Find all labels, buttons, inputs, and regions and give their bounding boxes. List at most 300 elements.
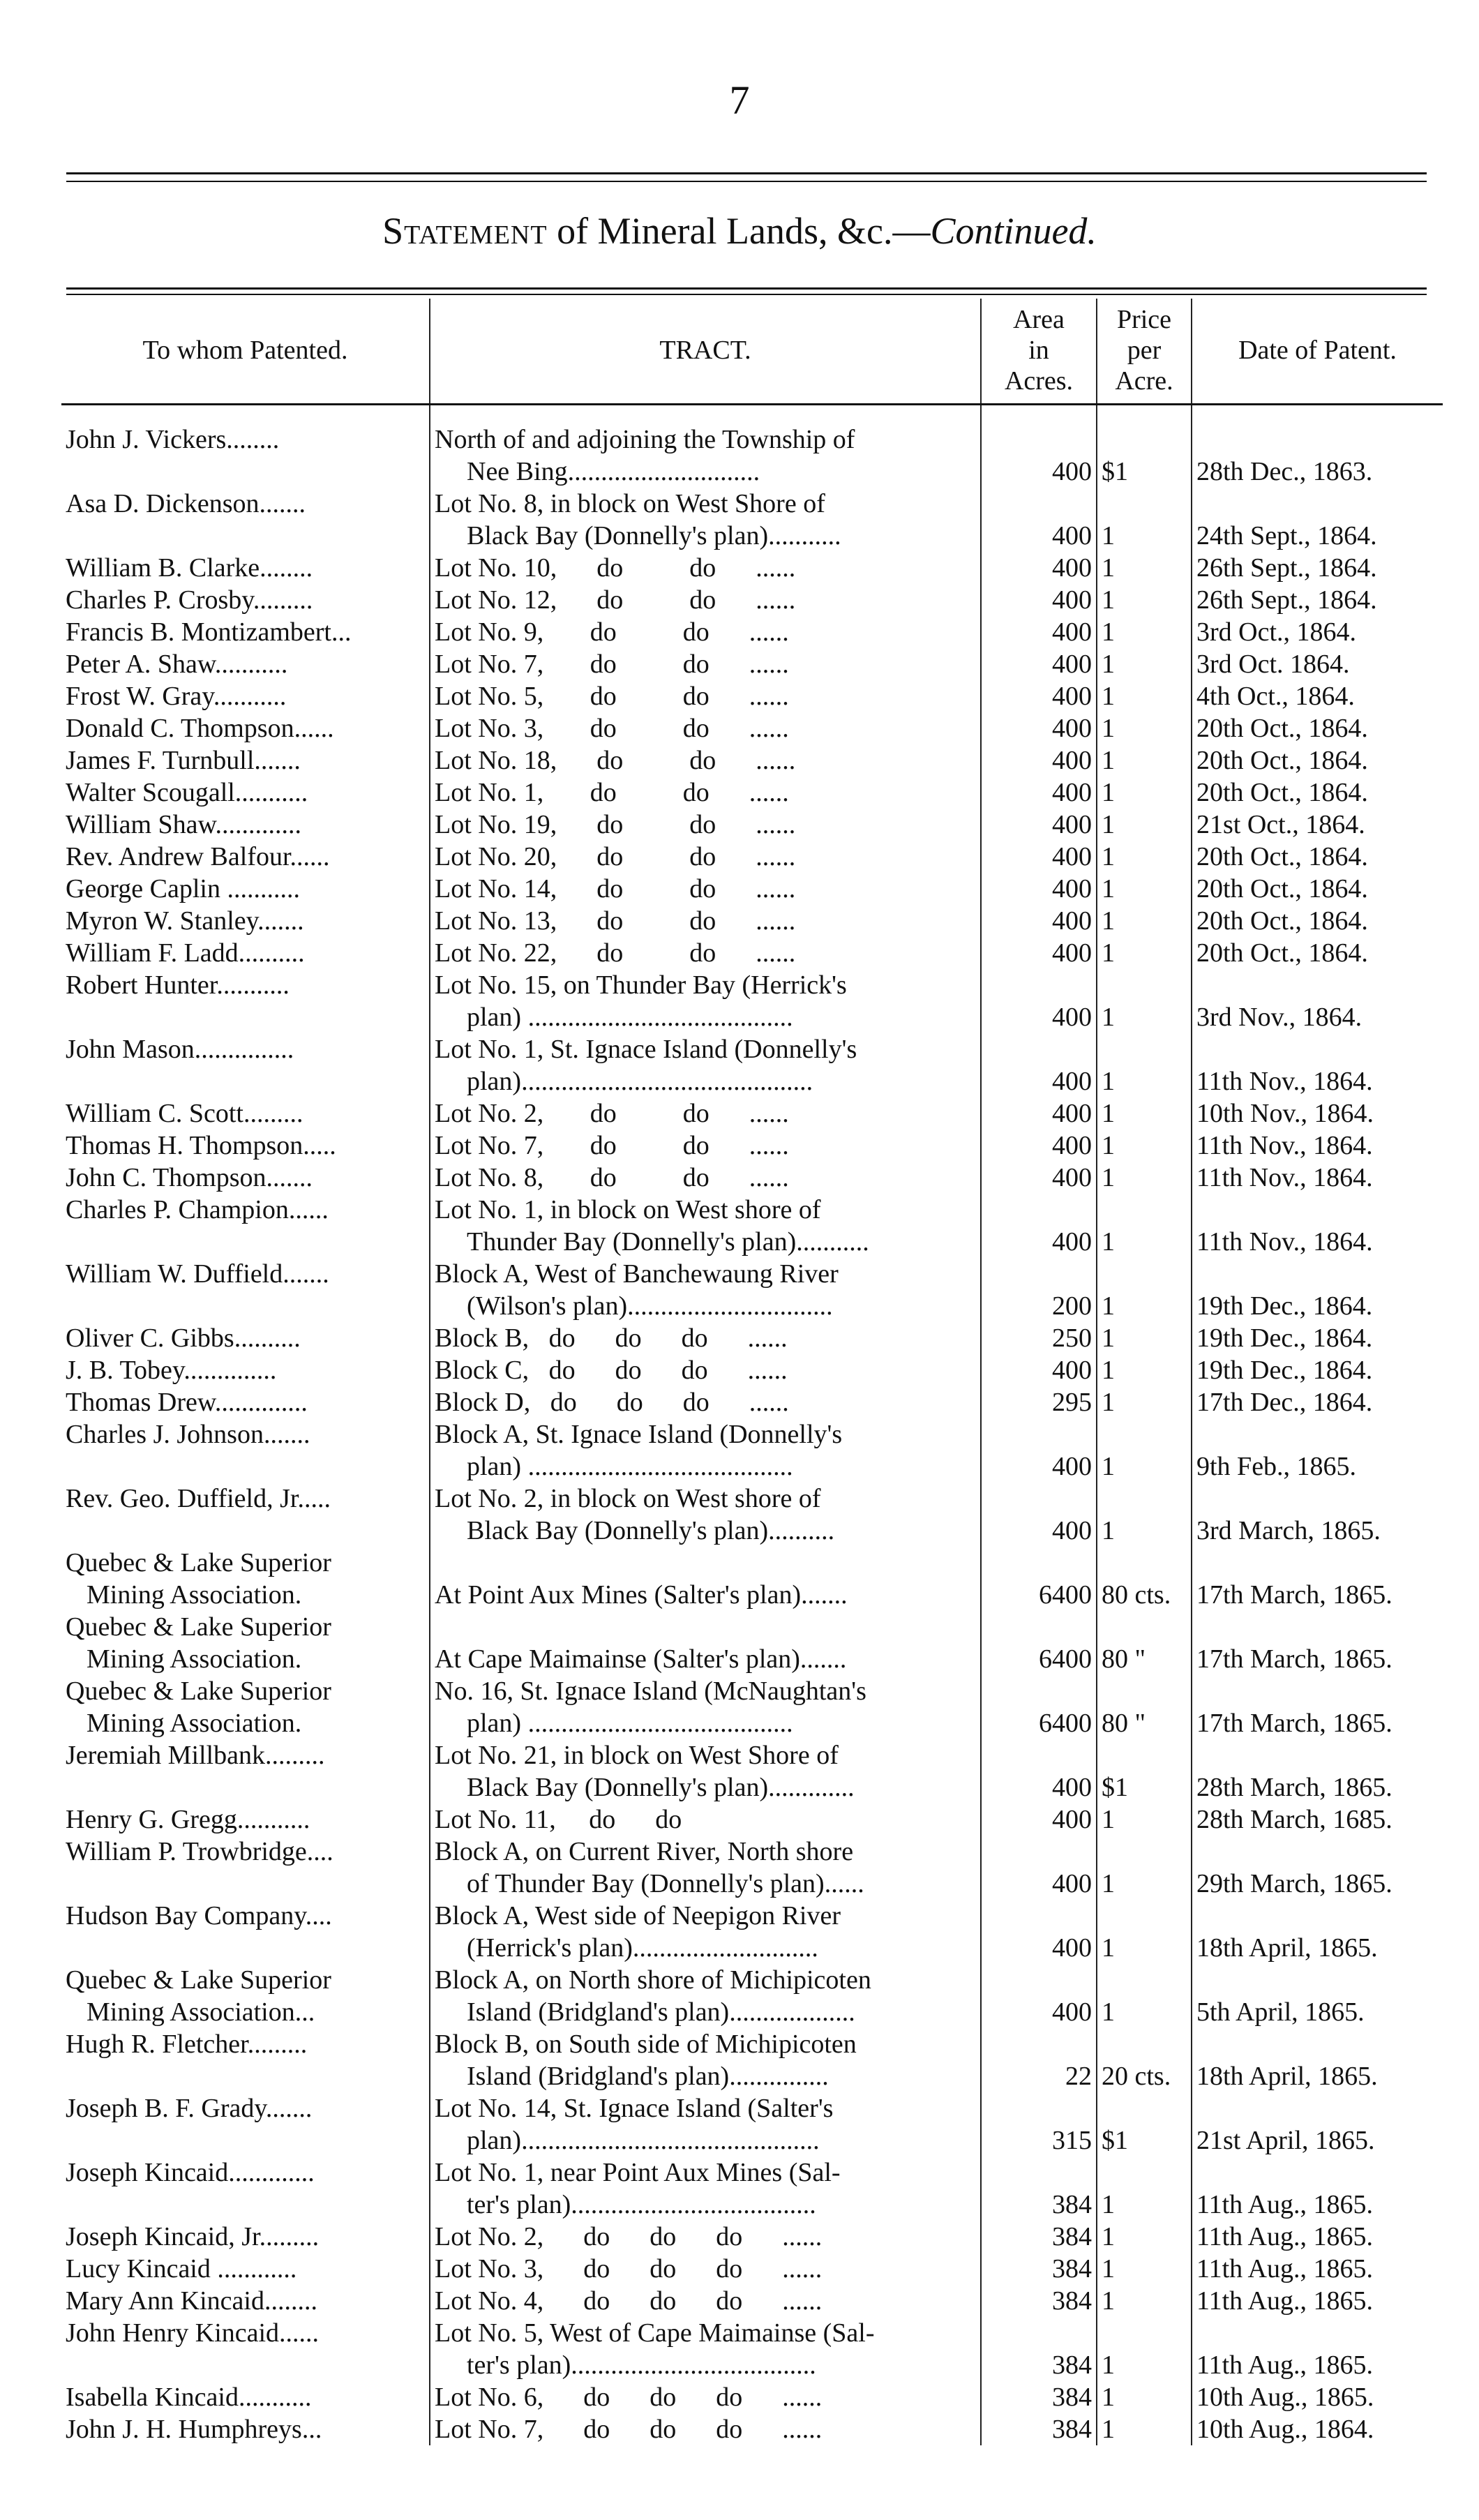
tract-description <box>430 2221 981 2253</box>
area-acres: 250 <box>981 1322 1097 1354</box>
patentee-name-line: Charles P. Champion...... <box>66 1195 329 1224</box>
header-price-line: Price <box>1116 305 1172 335</box>
tract-description <box>430 777 981 809</box>
area-acres: 400 <box>981 777 1097 809</box>
date-of-patent: 17th March, 1865. <box>1192 1675 1443 1739</box>
table-row <box>61 1739 1443 1803</box>
tract-line: plan) ........................................ <box>467 1452 793 1481</box>
patentee-name-line: James F. Turnbull....... <box>66 746 301 775</box>
price-per-acre: 1 <box>1097 616 1192 648</box>
area-acres: 400 <box>981 552 1097 584</box>
price-per-acre: 1 <box>1097 777 1192 809</box>
table-row <box>61 2092 1443 2157</box>
table-row <box>61 648 1443 680</box>
table-row <box>61 1258 1443 1322</box>
tract-line: Black Bay (Donnelly's plan)........... <box>467 521 841 550</box>
patentee-name-line: Mining Association. <box>87 1580 302 1610</box>
patentee-name <box>61 584 430 616</box>
area-acres: 6400 <box>981 1611 1097 1675</box>
patentee-name <box>61 616 430 648</box>
date-of-patent: 3rd March, 1865. <box>1192 1483 1443 1547</box>
table-row <box>61 2285 1443 2317</box>
date-of-patent: 5th April, 1865. <box>1192 1964 1443 2028</box>
table-row <box>61 1322 1443 1354</box>
date-of-patent: 20th Oct., 1864. <box>1192 744 1443 777</box>
patentee-name-line: Oliver C. Gibbs.......... <box>66 1323 301 1353</box>
patentee-name <box>61 2317 430 2381</box>
tract-line: Lot No. 15, on Thunder Bay (Herrick's <box>435 970 847 1000</box>
tract-description <box>430 2413 981 2445</box>
table-row <box>61 841 1443 873</box>
tract-line: Lot No. 3, do do do ...... <box>435 2254 823 2283</box>
patentee-name <box>61 1900 430 1964</box>
patentee-name <box>61 1386 430 1418</box>
price-per-acre: 1 <box>1097 744 1192 777</box>
area-acres: 6400 <box>981 1547 1097 1611</box>
patentee-name <box>61 1354 430 1386</box>
price-per-acre: 1 <box>1097 1194 1192 1258</box>
tract-description <box>430 809 981 841</box>
patentee-name-line: Frost W. Gray........... <box>66 682 287 711</box>
table-row <box>61 1675 1443 1739</box>
tract-description <box>430 1418 981 1483</box>
tract-line: Lot No. 14, do do ...... <box>435 874 796 903</box>
table-row <box>61 2157 1443 2221</box>
tract-line: Thunder Bay (Donnelly's plan)........... <box>467 1227 869 1257</box>
area-acres: 400 <box>981 1739 1097 1803</box>
date-of-patent: 11th Aug., 1865. <box>1192 2253 1443 2285</box>
tract-line: Lot No. 6, do do do ...... <box>435 2383 823 2412</box>
tract-line: Block A, West of Banchewaung River <box>435 1259 839 1289</box>
price-per-acre: 1 <box>1097 841 1192 873</box>
header-date: Date of Patent. <box>1192 299 1443 405</box>
price-per-acre: 1 <box>1097 680 1192 712</box>
area-acres: 384 <box>981 2413 1097 2445</box>
patentee-name <box>61 1130 430 1162</box>
area-acres: 384 <box>981 2253 1097 2285</box>
date-of-patent: 28th March, 1685. <box>1192 1803 1443 1836</box>
patentee-name <box>61 1322 430 1354</box>
date-of-patent: 3rd Nov., 1864. <box>1192 969 1443 1033</box>
patentee-name <box>61 1162 430 1194</box>
patentee-name <box>61 488 430 552</box>
date-of-patent: 11th Nov., 1864. <box>1192 1162 1443 1194</box>
table-row <box>61 1900 1443 1964</box>
header-patentee: To whom Patented. <box>61 299 430 405</box>
area-acres: 315 <box>981 2092 1097 2157</box>
price-per-acre: 80 " <box>1097 1611 1192 1675</box>
patentee-name <box>61 1258 430 1322</box>
tract-description <box>430 1803 981 1836</box>
header-area <box>981 299 1097 405</box>
date-of-patent: 18th April, 1865. <box>1192 2028 1443 2092</box>
patentee-name <box>61 1547 430 1611</box>
price-per-acre: 1 <box>1097 552 1192 584</box>
patentee-name-line: William F. Ladd.......... <box>66 938 305 968</box>
tract-line: Island (Bridgland's plan)............... <box>467 2062 829 2091</box>
tract-description <box>430 1322 981 1354</box>
patentee-name <box>61 712 430 744</box>
price-per-acre: 20 cts. <box>1097 2028 1192 2092</box>
patentee-name <box>61 969 430 1033</box>
price-per-acre: 1 <box>1097 2285 1192 2317</box>
area-acres: 400 <box>981 969 1097 1033</box>
table-row <box>61 2381 1443 2413</box>
tract-description <box>430 2253 981 2285</box>
area-acres: 400 <box>981 1900 1097 1964</box>
patentee-name-line: John Mason............... <box>66 1035 294 1064</box>
tract-line: Lot No. 1, St. Ignace Island (Donnelly's <box>435 1035 857 1064</box>
date-of-patent: 10th Aug., 1864. <box>1192 2413 1443 2445</box>
area-acres: 295 <box>981 1386 1097 1418</box>
area-acres: 400 <box>981 1130 1097 1162</box>
patentee-name <box>61 1611 430 1675</box>
tract-line: plan) ........................................ <box>467 1709 793 1738</box>
tract-line: Block A, St. Ignace Island (Donnelly's <box>435 1420 843 1449</box>
tract-line: (Wilson's plan)............................... <box>467 1291 833 1321</box>
tract-description <box>430 712 981 744</box>
price-per-acre: 1 <box>1097 1803 1192 1836</box>
area-acres: 400 <box>981 1162 1097 1194</box>
table-row <box>61 680 1443 712</box>
tract-description <box>430 648 981 680</box>
price-per-acre: 1 <box>1097 1483 1192 1547</box>
patentee-name <box>61 937 430 969</box>
patentee-name-line: J. B. Tobey.............. <box>66 1356 277 1385</box>
tract-description <box>430 969 981 1033</box>
tract-description <box>430 1547 981 1611</box>
date-of-patent: 11th Nov., 1864. <box>1192 1194 1443 1258</box>
area-acres: 22 <box>981 2028 1097 2092</box>
tract-description <box>430 1162 981 1194</box>
table-row <box>61 2028 1443 2092</box>
title-middle: of Mineral Lands, &c.— <box>547 210 931 252</box>
patentee-name <box>61 873 430 905</box>
patentee-name-line: Quebec & Lake Superior <box>66 1677 331 1706</box>
tract-line: Black Bay (Donnelly's plan).......... <box>467 1516 835 1545</box>
tract-line: Lot No. 22, do do ...... <box>435 938 796 968</box>
patentee-name <box>61 2221 430 2253</box>
patentee-name-line: Henry G. Gregg........... <box>66 1805 310 1834</box>
tract-line: plan)............................................. <box>467 2126 820 2155</box>
area-acres: 200 <box>981 1258 1097 1322</box>
table-row <box>61 937 1443 969</box>
tract-description <box>430 2317 981 2381</box>
tract-description <box>430 1900 981 1964</box>
table-row <box>61 584 1443 616</box>
patentee-name <box>61 680 430 712</box>
price-per-acre: 1 <box>1097 905 1192 937</box>
price-per-acre: 1 <box>1097 1322 1192 1354</box>
tract-description <box>430 584 981 616</box>
date-of-patent: 11th Nov., 1864. <box>1192 1130 1443 1162</box>
table-row <box>61 905 1443 937</box>
price-per-acre: 1 <box>1097 488 1192 552</box>
tract-line: Block B, on South side of Michipicoten <box>435 2030 857 2059</box>
header-price-line: Acre. <box>1115 366 1173 396</box>
price-per-acre: 1 <box>1097 584 1192 616</box>
patentee-name <box>61 841 430 873</box>
tract-line: Lot No. 1, do do ...... <box>435 778 789 807</box>
tract-line: Block C, do do do ...... <box>435 1356 788 1385</box>
table-header-row <box>61 299 1443 405</box>
price-per-acre: $1 <box>1097 2092 1192 2157</box>
table-row <box>61 1836 1443 1900</box>
table-row <box>61 552 1443 584</box>
patentee-name-line: Mining Association. <box>87 1644 302 1674</box>
tract-description <box>430 1964 981 2028</box>
patentee-name <box>61 1418 430 1483</box>
header-price <box>1097 299 1192 405</box>
patentee-name <box>61 1194 430 1258</box>
area-acres: 400 <box>981 616 1097 648</box>
tract-line: Lot No. 19, do do ...... <box>435 810 796 839</box>
tract-line: ter's plan)..................................... <box>467 2350 816 2380</box>
area-acres: 400 <box>981 1033 1097 1097</box>
patentee-name-line: John Henry Kincaid...... <box>66 2318 320 2348</box>
tract-line: Block A, on North shore of Michipicoten <box>435 1965 871 1995</box>
price-per-acre: 80 cts. <box>1097 1547 1192 1611</box>
tract-line: Black Bay (Donnelly's plan)............. <box>467 1773 855 1802</box>
area-acres: 400 <box>981 1194 1097 1258</box>
patentee-name <box>61 1964 430 2028</box>
price-per-acre: 1 <box>1097 1418 1192 1483</box>
area-acres: 400 <box>981 1836 1097 1900</box>
patentee-name-line: Charles P. Crosby......... <box>66 585 313 615</box>
date-of-patent: 19th Dec., 1864. <box>1192 1322 1443 1354</box>
patentee-name <box>61 1739 430 1803</box>
tract-line: Lot No. 7, do do ...... <box>435 650 789 679</box>
patentee-name-line: Joseph Kincaid, Jr......... <box>66 2222 320 2251</box>
patentee-name <box>61 2028 430 2092</box>
tract-description <box>430 905 981 937</box>
price-per-acre: $1 <box>1097 1739 1192 1803</box>
tract-line: Lot No. 5, West of Cape Maimainse (Sal- <box>435 2318 875 2348</box>
header-rule-top-inner <box>66 294 1427 295</box>
date-of-patent: 19th Dec., 1864. <box>1192 1354 1443 1386</box>
table-row <box>61 405 1443 488</box>
price-per-acre: 1 <box>1097 2381 1192 2413</box>
patentee-name-line: Quebec & Lake Superior <box>66 1965 331 1995</box>
date-of-patent: 11th Aug., 1865. <box>1192 2317 1443 2381</box>
title-statement: Statement <box>382 210 548 252</box>
price-per-acre: 1 <box>1097 1964 1192 2028</box>
tract-description <box>430 1483 981 1547</box>
date-of-patent: 20th Oct., 1864. <box>1192 937 1443 969</box>
tract-line: Lot No. 1, in block on West shore of <box>435 1195 821 1224</box>
tract-description <box>430 1354 981 1386</box>
tract-line: Lot No. 13, do do ...... <box>435 906 796 936</box>
area-acres: 6400 <box>981 1675 1097 1739</box>
date-of-patent: 26th Sept., 1864. <box>1192 584 1443 616</box>
header-tract: TRACT. <box>430 299 981 405</box>
area-acres: 384 <box>981 2221 1097 2253</box>
price-per-acre: 1 <box>1097 1130 1192 1162</box>
table-row <box>61 616 1443 648</box>
tract-line: of Thunder Bay (Donnelly's plan)...... <box>467 1869 864 1898</box>
area-acres: 384 <box>981 2381 1097 2413</box>
area-acres: 400 <box>981 841 1097 873</box>
tract-line: Lot No. 11, do do <box>435 1805 682 1834</box>
header-area-line: Area <box>1013 305 1065 335</box>
patentee-name-line: Mary Ann Kincaid........ <box>66 2286 317 2316</box>
patentee-name <box>61 2157 430 2221</box>
price-per-acre: 1 <box>1097 1354 1192 1386</box>
patentee-name-line: Robert Hunter........... <box>66 970 290 1000</box>
date-of-patent: 11th Nov., 1864. <box>1192 1033 1443 1097</box>
patentee-name <box>61 2413 430 2445</box>
patentee-name <box>61 1836 430 1900</box>
patentee-name-line: Donald C. Thompson...... <box>66 714 334 743</box>
date-of-patent: 28th March, 1865. <box>1192 1739 1443 1803</box>
date-of-patent: 20th Oct., 1864. <box>1192 873 1443 905</box>
date-of-patent: 3rd Oct., 1864. <box>1192 616 1443 648</box>
date-of-patent: 9th Feb., 1865. <box>1192 1418 1443 1483</box>
tract-line: Lot No. 2, do do do ...... <box>435 2222 823 2251</box>
date-of-patent: 17th March, 1865. <box>1192 1547 1443 1611</box>
area-acres: 400 <box>981 680 1097 712</box>
tract-line: plan) ........................................ <box>467 1003 793 1032</box>
date-of-patent: 11th Aug., 1865. <box>1192 2157 1443 2221</box>
area-acres: 400 <box>981 1803 1097 1836</box>
area-acres: 400 <box>981 405 1097 488</box>
price-per-acre: 1 <box>1097 648 1192 680</box>
patentee-name-line: Charles J. Johnson....... <box>66 1420 310 1449</box>
tract-line: Lot No. 9, do do ...... <box>435 617 789 647</box>
patentee-name-line: Mining Association... <box>87 1997 315 2027</box>
tract-line: Lot No. 14, St. Ignace Island (Salter's <box>435 2094 834 2123</box>
price-per-acre: 1 <box>1097 1097 1192 1130</box>
area-acres: 400 <box>981 1418 1097 1483</box>
area-acres: 400 <box>981 1097 1097 1130</box>
table-row <box>61 744 1443 777</box>
patentee-name-line: Rev. Geo. Duffield, Jr..... <box>66 1484 331 1513</box>
table-row <box>61 969 1443 1033</box>
area-acres: 400 <box>981 1354 1097 1386</box>
patentee-name-line: Joseph Kincaid............. <box>66 2158 315 2187</box>
table-row <box>61 1162 1443 1194</box>
table-row <box>61 2413 1443 2445</box>
patentee-name-line: Lucy Kincaid ............ <box>66 2254 297 2283</box>
patentee-name <box>61 1097 430 1130</box>
table-row <box>61 1194 1443 1258</box>
patentee-name <box>61 1483 430 1547</box>
table-row <box>61 488 1443 552</box>
price-per-acre: 80 " <box>1097 1675 1192 1739</box>
table-row <box>61 1130 1443 1162</box>
tract-line: plan)............................................ <box>467 1067 813 1096</box>
date-of-patent: 3rd Oct. 1864. <box>1192 648 1443 680</box>
date-of-patent: 17th Dec., 1864. <box>1192 1386 1443 1418</box>
price-per-acre: 1 <box>1097 873 1192 905</box>
page-number: 7 <box>729 77 750 123</box>
tract-description <box>430 873 981 905</box>
patentee-name-line: Jeremiah Millbank......... <box>66 1741 325 1770</box>
tract-line: At Cape Maimainse (Salter's plan)....... <box>435 1644 847 1674</box>
tract-description <box>430 1130 981 1162</box>
patentee-name-line: Thomas Drew.............. <box>66 1388 308 1417</box>
area-acres: 400 <box>981 1483 1097 1547</box>
area-acres: 400 <box>981 873 1097 905</box>
patentee-name-line: William C. Scott......... <box>66 1099 303 1128</box>
date-of-patent: 11th Aug., 1865. <box>1192 2221 1443 2253</box>
price-per-acre: 1 <box>1097 2157 1192 2221</box>
patentee-name-line: John J. Vickers........ <box>66 425 280 454</box>
patentee-name <box>61 1033 430 1097</box>
patentee-name <box>61 1675 430 1739</box>
date-of-patent: 28th Dec., 1863. <box>1192 405 1443 488</box>
patentee-name <box>61 2092 430 2157</box>
tract-description <box>430 1836 981 1900</box>
tract-description <box>430 841 981 873</box>
header-area-line: Acres. <box>1004 366 1074 396</box>
patentee-name-line: Walter Scougall........... <box>66 778 308 807</box>
tract-description <box>430 488 981 552</box>
tract-line: Lot No. 12, do do ...... <box>435 585 796 615</box>
tract-line: North of and adjoining the Township of <box>435 425 855 454</box>
tract-description <box>430 2028 981 2092</box>
price-per-acre: 1 <box>1097 1386 1192 1418</box>
tract-description <box>430 1739 981 1803</box>
patentee-name-line: Asa D. Dickenson....... <box>66 489 306 518</box>
date-of-patent: 20th Oct., 1864. <box>1192 841 1443 873</box>
patentee-name-line: Hugh R. Fletcher......... <box>66 2030 308 2059</box>
area-acres: 400 <box>981 905 1097 937</box>
patentee-name <box>61 905 430 937</box>
price-per-acre: 1 <box>1097 1258 1192 1322</box>
patentee-name-line: Isabella Kincaid........... <box>66 2383 312 2412</box>
tract-line: Lot No. 8, in block on West Shore of <box>435 489 825 518</box>
tract-line: Lot No. 1, near Point Aux Mines (Sal- <box>435 2158 841 2187</box>
patentee-name <box>61 2285 430 2317</box>
table-row <box>61 1803 1443 1836</box>
date-of-patent: 29th March, 1865. <box>1192 1836 1443 1900</box>
tract-line: Lot No. 8, do do ...... <box>435 1163 789 1192</box>
date-of-patent: 21st April, 1865. <box>1192 2092 1443 2157</box>
date-of-patent: 19th Dec., 1864. <box>1192 1258 1443 1322</box>
patentee-name-line: William B. Clarke........ <box>66 553 313 583</box>
tract-description <box>430 1033 981 1097</box>
header-area-line: in <box>1028 336 1049 366</box>
price-per-acre: 1 <box>1097 712 1192 744</box>
price-per-acre: 1 <box>1097 809 1192 841</box>
table-row <box>61 809 1443 841</box>
table-row <box>61 1097 1443 1130</box>
patentee-name <box>61 809 430 841</box>
tract-description <box>430 680 981 712</box>
table-row <box>61 712 1443 744</box>
header-rule-top <box>66 287 1427 290</box>
table-body <box>61 405 1443 2446</box>
patentee-name-line: John C. Thompson....... <box>66 1163 313 1192</box>
tract-description <box>430 937 981 969</box>
price-per-acre: 1 <box>1097 937 1192 969</box>
tract-line: Block A, on Current River, North shore <box>435 1837 854 1866</box>
tract-line: Lot No. 7, do do ...... <box>435 1131 789 1160</box>
title-continued: Continued. <box>930 210 1097 252</box>
patentee-name-line: George Caplin ........... <box>66 874 300 903</box>
table-row <box>61 2253 1443 2285</box>
area-acres: 400 <box>981 1964 1097 2028</box>
area-acres: 400 <box>981 937 1097 969</box>
patentee-name-line: Quebec & Lake Superior <box>66 1548 331 1577</box>
date-of-patent: 21st Oct., 1864. <box>1192 809 1443 841</box>
area-acres: 400 <box>981 584 1097 616</box>
table-row <box>61 1483 1443 1547</box>
page-title <box>0 209 1479 253</box>
tract-line: Lot No. 3, do do ...... <box>435 714 789 743</box>
price-per-acre: $1 <box>1097 405 1192 488</box>
